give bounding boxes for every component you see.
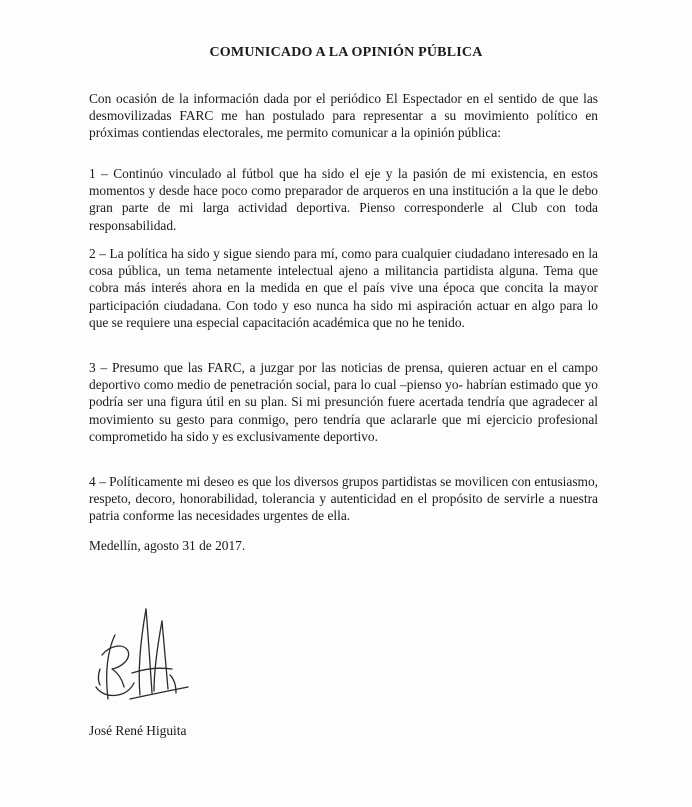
place-and-date: Medellín, agosto 31 de 2017. xyxy=(89,538,246,553)
signer-name: José René Higuita xyxy=(89,723,187,738)
paragraph-point-2: 2 – La política ha sido y sigue siendo para mí, como para cualquier ciudadano interesado en la cosa pública, un tema netamente intelectual ajeno a militancia partidista alguna. Tema que cobra más interés ahora en la medida en que el país vive una época que concita la mayor participación ciudadana. Con todo y eso nunca ha sido mi aspiración actuar en algo para lo que se requiere una especial capacitación académica que no he tenido. xyxy=(89,246,598,330)
paragraph-point-4: 4 – Políticamente mi deseo es que los diversos grupos partidistas se movilicen con entusiasmo, respeto, decoro, honorabilidad, tolerancia y autenticidad en el propósito de servirle a nuestra patria conforme las necesidades urgentes de ella. xyxy=(89,474,598,524)
paragraph-point-3: 3 – Presumo que las FARC, a juzgar por las noticias de prensa, quieren actuar en el campo deportivo como medio de penetración social, para lo cual –pienso yo- habrían estimado que yo podría ser una figura útil en su plan. Si mi presunción fuere acertada tendría que agradecer al movimiento su gesto para conmigo, pero tendría que aclararle que mi ejercicio profesional comprometido ha sido y es exclusivamente deportivo. xyxy=(89,360,598,444)
document-title: COMUNICADO A LA OPINIÓN PÚBLICA xyxy=(209,45,483,60)
paragraph-point-1: 1 – Continúo vinculado al fútbol que ha sido el eje y la pasión de mi existencia, en estos momentos y desde hace poco como preparador de arqueros en una institución a la que le debo gran parte de mi larga actividad deportiva. Pienso corresponderle al Club con toda responsabilidad. xyxy=(89,166,598,233)
intro-paragraph: Con ocasión de la información dada por el periódico El Espectador en el sentido de que las desmovilizadas FARC me han postulado para representar a su movimiento político en próximas contiendas electorales, me permito comunicar a la opinión pública: xyxy=(89,91,598,141)
handwritten-signature xyxy=(88,603,198,713)
